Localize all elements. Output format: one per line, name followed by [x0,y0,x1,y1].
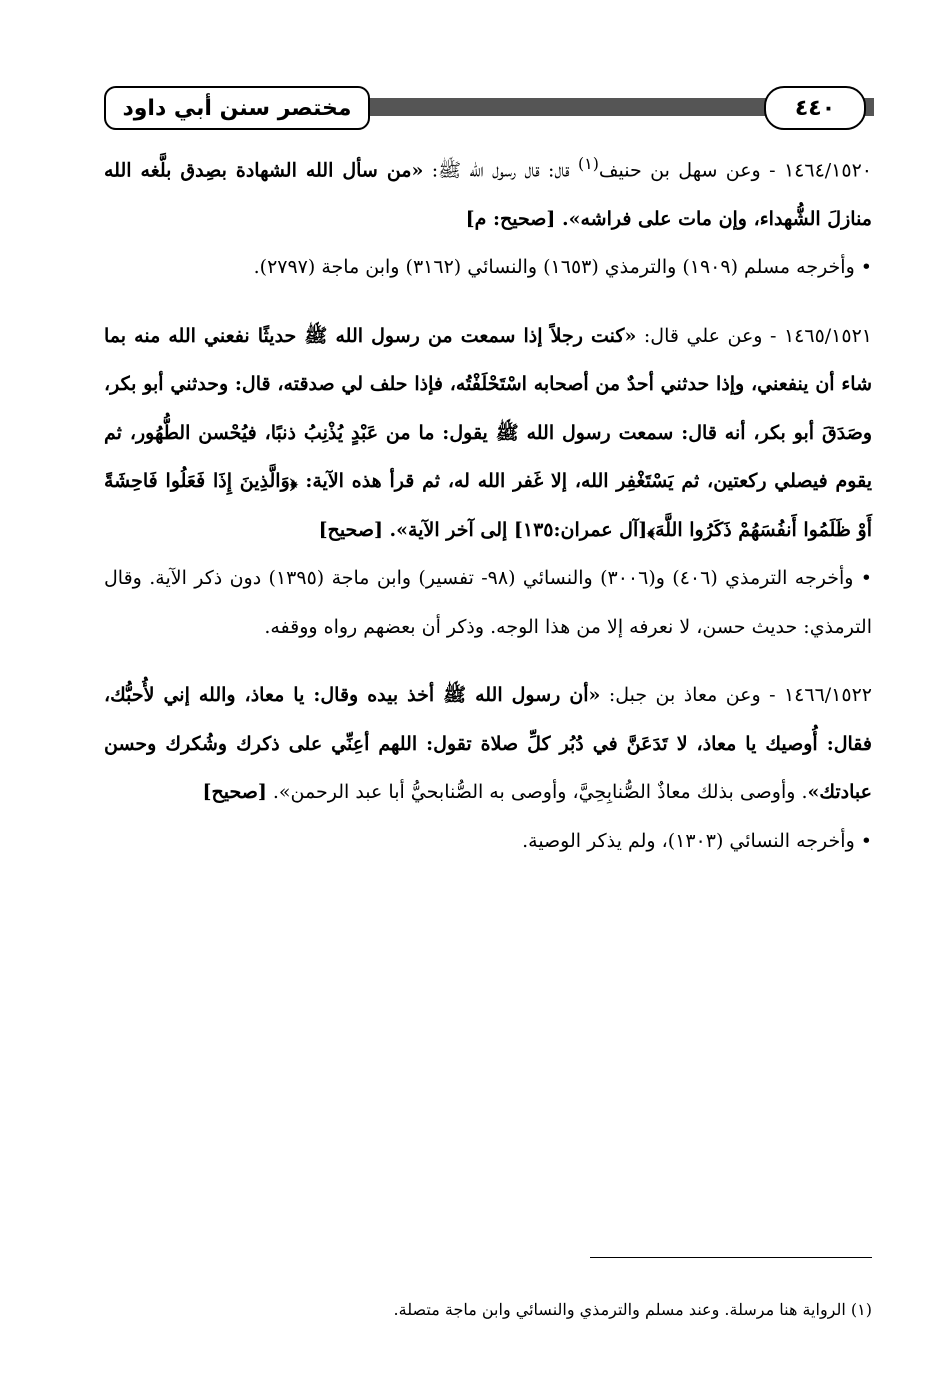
footnote-divider [590,1257,872,1258]
hadith-tail: . وأوصى بذلك معاذٌ الصُّنابِحِيَّ، وأوصى به الصُّنابحيُّ أبا عبد الرحمن». [266,781,808,804]
footnote: (١) الرواية هنا مرسلة. وعند مسلم والترمذي والنسائي وابن ماجة متصلة. [393,1300,872,1319]
hadith-1522 [104,671,872,817]
book-title: مختصر سنن أبي داود [104,86,370,130]
takhrij-1522: • وأخرجه النسائي (١٣٠٣)، ولم يذكر الوصية. [522,829,872,852]
hadith-text: «من سأل الله الشهادة بصِدق بلَّغه الله منازلَ الشُّهداء، وإن مات على فراشه». [صحيح: م] [104,159,872,230]
hadith-1521 [104,312,872,555]
hadith-lead: ١٤٦٥/١٥٢١ - وعن علي قال: [636,324,872,347]
footnote-ref: (١) [577,154,599,173]
hadith-intro: قال: قال رسول الله ﷺ: [423,159,578,182]
page-header [104,86,874,130]
hadith-text: «أن رسول الله ﷺ أخذ بيده وقال: يا معاذ، والله إني لأُحبُّك، فقال: أُوصيك يا معاذ، لا تَدَعَنَّ في دُبُر كلِّ صلاة تقول: اللهم أعِنِّي على ذكرك وشُكرك وحسن عبادتك» [104,684,872,804]
hadith-1520 [104,140,872,243]
page-number: ٤٤٠ [764,86,866,130]
takhrij-1520: • وأخرجه مسلم (١٩٠٩) والترمذي (١٦٥٣) والنسائي (٣١٦٢) وابن ماجة (٢٧٩٧). [253,256,872,279]
hadith-lead: ١٤٦٤/١٥٢٠ - وعن سهل بن حنيف [598,159,872,182]
hadith-lead: ١٤٦٦/١٥٢٢ - وعن معاذ بن جبل: [600,684,872,707]
hadith-text: «كنت رجلاً إذا سمعت من رسول الله ﷺ حديثًا نفعني الله منه بما شاء أن ينفعني، وإذا حدثني أحدٌ من أصحابه اسْتَحْلَفْتُه، فإذا حلف لي صدقته، قال: وحدثني أبو بكر، وصَدَقَ أبو بكر، أنه قال: سمعت رسول الله ﷺ يقول: ما من عَبْدٍ يُذْنِبُ ذنبًا، فيُحْسن الطُّهُور، ثم يقوم فيصلي ركعتين، ثم يَسْتَغْفِر الله، إلا غَفر الله له، ثم قرأ هذه الآية: ﴿وَالَّذِينَ إِذَا فَعَلُوا فَاحِشَةً أَوْ ظَلَمُوا أَنفُسَهُمْ ذَكَرُوا اللَّهَ﴾[آل عمران:١٣٥] إلى آخر الآية». [صحيح] [104,324,872,541]
page-body [104,140,872,865]
hadith-grade: [صحيح] [202,781,267,804]
takhrij-1521: • وأخرجه الترمذي (٤٠٦) و(٣٠٠٦) والنسائي (٩٨- تفسير) وابن ماجة (١٣٩٥) دون ذكر الآية. وقال الترمذي: حديث حسن، لا نعرفه إلا من هذا الوجه. وذكر أن بعضهم رواه ووقفه. [104,567,872,638]
